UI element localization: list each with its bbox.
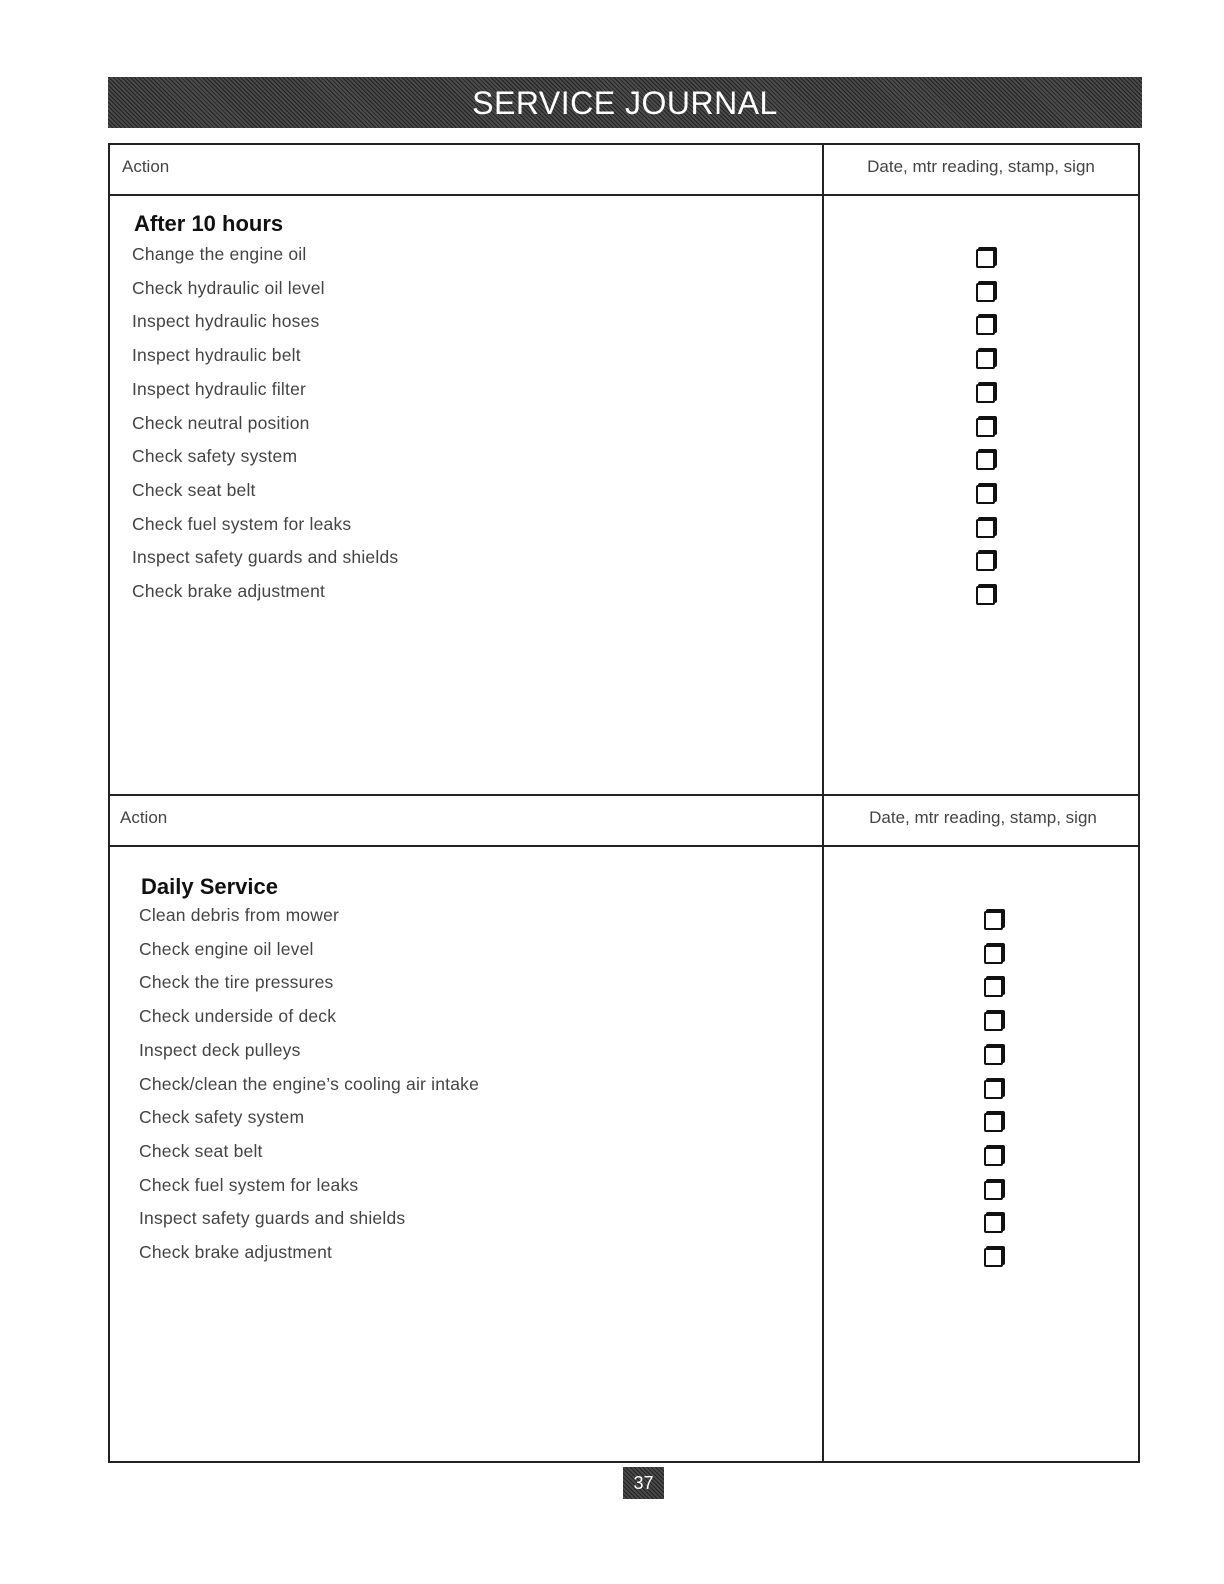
task-checkbox[interactable] xyxy=(984,978,1003,997)
task-label: Check engine oil level xyxy=(139,938,314,959)
header-date-label: Date, mtr reading, stamp, sign xyxy=(869,808,1097,827)
task-checkbox[interactable] xyxy=(976,316,995,335)
task-checkbox[interactable] xyxy=(984,1214,1003,1233)
task-checkbox[interactable] xyxy=(984,1012,1003,1031)
task-checkbox[interactable] xyxy=(976,586,995,605)
page-title: SERVICE JOURNAL xyxy=(108,77,1142,128)
section-after-10-hours xyxy=(108,143,1140,796)
task-checkbox[interactable] xyxy=(984,1046,1003,1065)
task-checkbox[interactable] xyxy=(984,911,1003,930)
header-action-label: Action xyxy=(120,808,168,827)
task-label: Change the engine oil xyxy=(132,244,307,264)
task-label: Check neutral position xyxy=(132,412,310,433)
task-checkbox[interactable] xyxy=(976,249,995,268)
task-label: Clean debris from mower xyxy=(139,905,340,925)
task-label: Check underside of deck xyxy=(139,1006,337,1027)
column-divider xyxy=(822,796,824,1461)
task-label: Check/clean the engine’s cooling air intake xyxy=(139,1073,480,1094)
task-checkbox[interactable] xyxy=(976,283,995,302)
task-checkbox[interactable] xyxy=(984,945,1003,964)
task-checkbox[interactable] xyxy=(984,1181,1003,1200)
header-date-label: Date, mtr reading, stamp, sign xyxy=(867,157,1095,176)
task-label: Inspect safety guards and shields xyxy=(139,1208,406,1229)
task-label: Check seat belt xyxy=(139,1140,263,1161)
task-label: Check fuel system for leaks xyxy=(139,1174,359,1195)
task-checkbox[interactable] xyxy=(976,384,995,403)
task-label: Inspect safety guards and shields xyxy=(132,547,399,568)
page-number: 37 xyxy=(623,1467,664,1499)
header-action-label: Action xyxy=(122,157,170,176)
task-checkbox[interactable] xyxy=(984,1080,1003,1099)
task-checkbox[interactable] xyxy=(984,1248,1003,1267)
task-label: Inspect hydraulic belt xyxy=(132,345,301,366)
section-title: Daily Service xyxy=(141,874,278,899)
task-label: Check safety system xyxy=(139,1107,305,1128)
section-header xyxy=(110,796,1138,847)
task-label: Check seat belt xyxy=(132,479,256,500)
task-label: Inspect hydraulic hoses xyxy=(132,311,320,332)
task-checkbox[interactable] xyxy=(976,418,995,437)
task-checkbox[interactable] xyxy=(976,552,995,571)
task-checkbox[interactable] xyxy=(976,485,995,504)
task-label: Check fuel system for leaks xyxy=(132,513,352,534)
section-title: After 10 hours xyxy=(134,211,284,236)
task-checkbox[interactable] xyxy=(976,451,995,470)
task-label: Inspect hydraulic filter xyxy=(132,378,307,399)
section-daily-service xyxy=(108,794,1140,1463)
section-header xyxy=(110,145,1138,196)
column-divider xyxy=(822,145,824,794)
task-label: Inspect deck pulleys xyxy=(139,1039,301,1060)
task-label: Check safety system xyxy=(132,446,298,467)
task-checkbox[interactable] xyxy=(984,1147,1003,1166)
task-checkbox[interactable] xyxy=(976,350,995,369)
task-label: Check hydraulic oil level xyxy=(132,277,325,298)
task-label: Check brake adjustment xyxy=(132,581,326,601)
task-checkbox[interactable] xyxy=(984,1113,1003,1132)
task-label: Check brake adjustment xyxy=(139,1242,333,1262)
task-checkbox[interactable] xyxy=(976,519,995,538)
task-label: Check the tire pressures xyxy=(139,972,334,993)
